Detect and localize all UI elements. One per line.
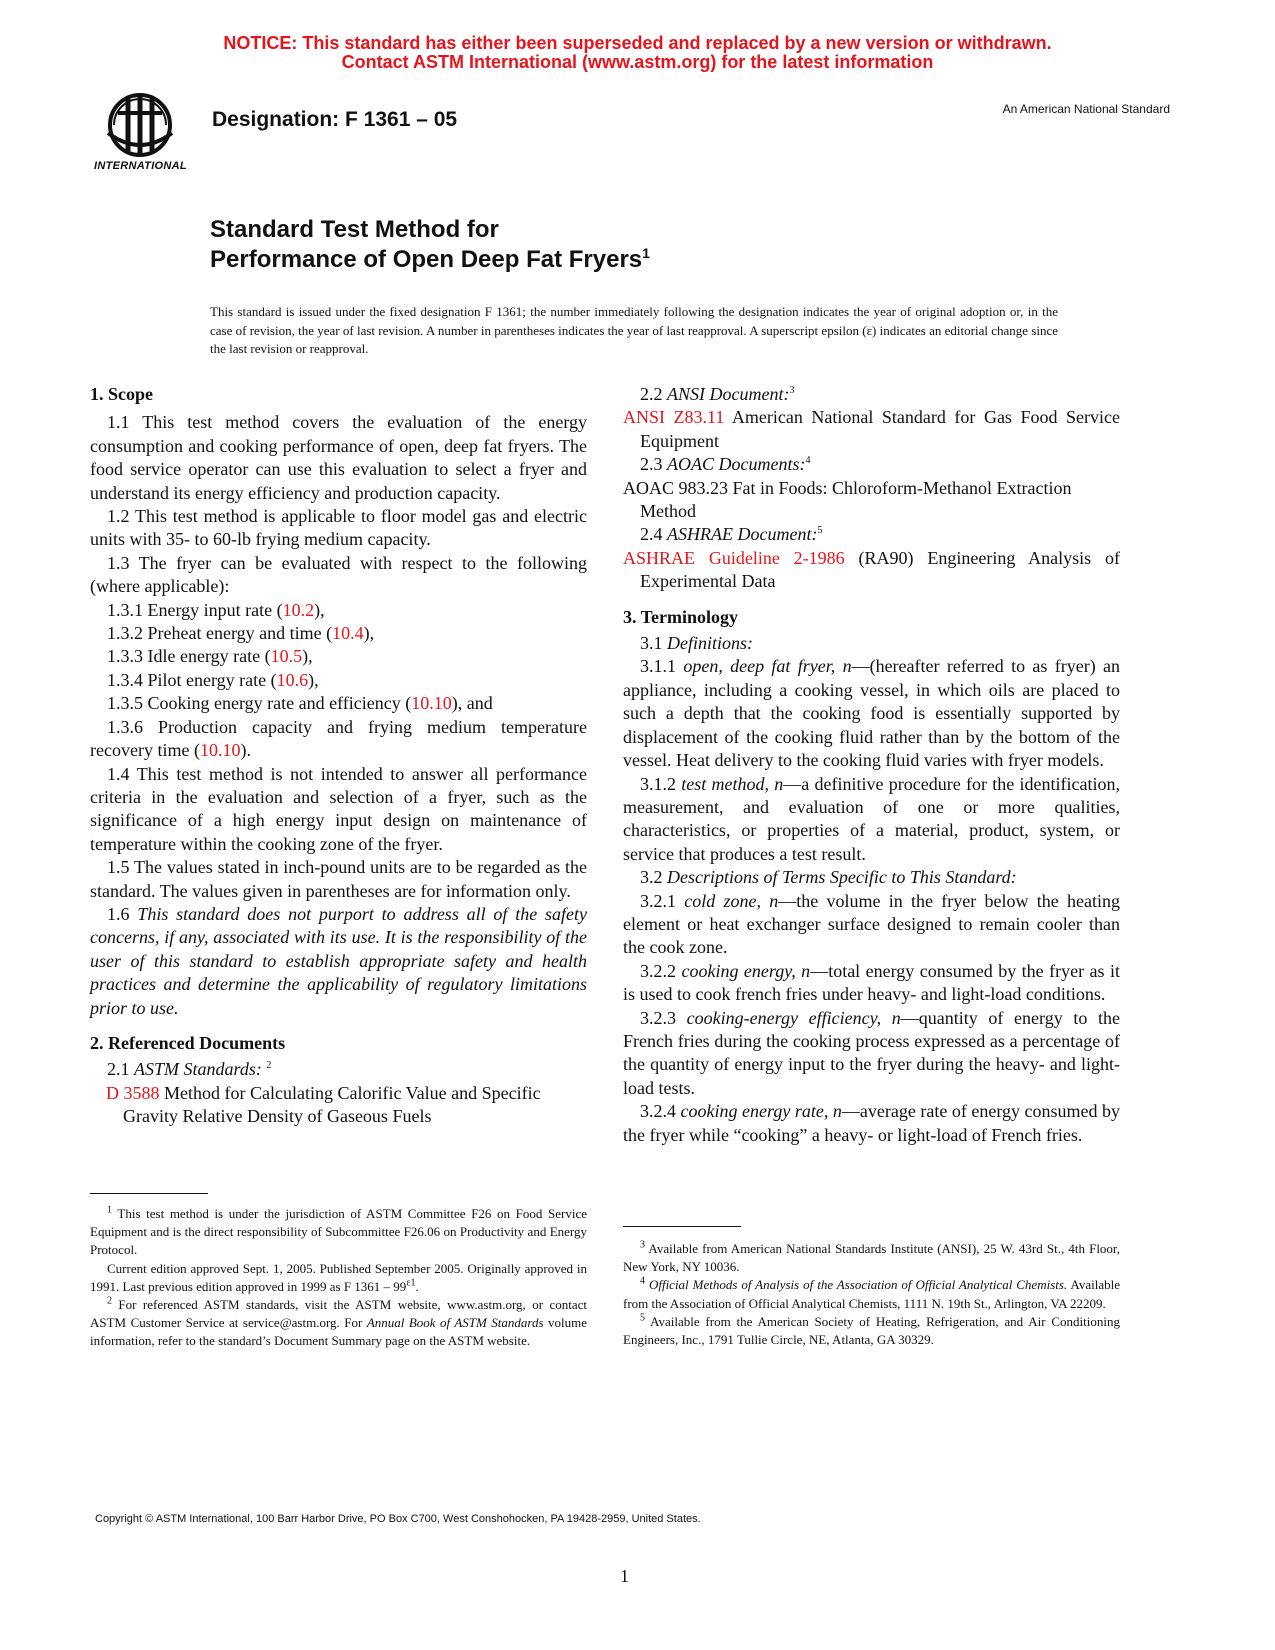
list-item: 1.3.4 Pilot energy rate (10.6),	[107, 669, 319, 690]
list-item: 1.3.1 Energy input rate (10.2),	[107, 599, 325, 620]
reference-aoac: AOAC 983.23 Fat in Foods: Chloroform-Methanol Extraction Method	[623, 477, 1072, 522]
para-2-3: 2.3 AOAC Documents:$^4$	[640, 454, 811, 475]
logo-text: INTERNATIONAL	[94, 160, 187, 172]
issuance-blurb: This standard is issued under the fixed designation F 1361; the number immediately following the designation indicates the year of original adoption or, in the case of revision, the year of last revision. A number in parentheses indicates the year of last reapproval. A superscript epsilon (ε) indicates an editorial change since the last revision or reapproval.	[210, 304, 1058, 356]
para-2-1: 2.1 ASTM Standards: $^2$	[107, 1059, 272, 1080]
definition-3-2-2: 3.2.2 cooking energy, n—total energy consumed by the fryer as it is used to cook french fries under heavy- and light-load conditions.	[623, 960, 1120, 1005]
national-standard-label: An American National Standard	[1002, 102, 1170, 116]
definition-3-1-1: 3.1.1 open, deep fat fryer, n—(hereafter referred to as fryer) an appliance, including a cooking vessel, in which oils are placed to such a depth that the cooking food is essentially supported by displacement of the cooking fluid rather than by the bottom of the vessel. Heat delivery to the cooking fluid varies with fryer models.	[623, 656, 1121, 771]
definition-3-1-2: 3.1.2 test method, n—a definitive procedure for the identification, measurement, and evaluation of one or more qualities, characteristics, or properties of a material, product, system, or service that produces a test result.	[623, 773, 1120, 864]
para-3-1: 3.1 Definitions:	[640, 633, 753, 654]
footnote-ref[interactable]: 3	[789, 385, 795, 396]
para-1-4: 1.4 This test method is not intended to answer all performance criteria in the evaluation and selection of a fryer, such as the significance of a high energy input design on maintenance of temperature within the cooking zone of the fryer.	[90, 763, 587, 854]
section-link[interactable]: 10.10	[411, 693, 452, 714]
definition-3-2-4: 3.2.4 cooking energy rate, n—average rate of energy consumed by the fryer while “cooking” a heavy- or light-load of French fries.	[623, 1101, 1121, 1145]
footnote-divider	[623, 1226, 741, 1227]
reference-link[interactable]: ANSI Z83.11	[623, 407, 725, 428]
page-number: 1	[620, 1566, 629, 1586]
right-column	[623, 383, 1120, 1147]
para-1-3: 1.3 The fryer can be evaluated with respect to the following (where applicable):	[90, 552, 587, 597]
footnote-ref[interactable]: 2	[266, 1060, 272, 1072]
para-1-1: 1.1 This test method covers the evaluation of the energy consumption and cooking performance of open, deep fat fryers. The food service operator can use this evaluation to select a fryer and understand its energy efficiency and production capacity.	[90, 412, 587, 503]
section-link[interactable]: 10.5	[270, 646, 303, 667]
para-3-2: 3.2 Descriptions of Terms Specific to This Standard:	[640, 867, 1017, 888]
title-line2: Performance of Open Deep Fat Fryers	[210, 246, 643, 273]
section-link[interactable]: 10.10	[199, 740, 241, 761]
definition-3-2-1: 3.2.1 cold zone, n—the volume in the fryer below the heating element or heat exchanger surface designed to remain cooler than the cook zone.	[623, 890, 1121, 958]
terminology-heading: 3. Terminology	[623, 606, 739, 627]
astm-logo	[88, 85, 198, 175]
para-2-2: 2.2 ANSI Document:$^3$	[640, 384, 795, 404]
copyright-footer: Copyright © ASTM International, 100 Barr Harbor Drive, PO Box C700, West Conshohocken, PA 19428-2959, United States.	[95, 1513, 701, 1525]
reference-ansi: ANSI Z83.11 American National Standard for Gas Food Service Equipment	[623, 407, 1120, 451]
section-link[interactable]: 10.2	[282, 599, 315, 620]
list-item: 1.3.5 Cooking energy rate and efficiency (10.10), and	[107, 693, 493, 714]
designation: Designation: F 1361 – 05	[212, 108, 458, 131]
para-1-3-6: 1.3.6 Production capacity and frying medium temperature recovery time (10.10).	[90, 716, 587, 761]
section-link[interactable]: 10.4	[332, 623, 364, 644]
withdrawal-notice-line2: Contact ASTM International (www.astm.org) for the latest information	[341, 52, 934, 72]
list-item: 1.3.3 Idle energy rate (10.5),	[107, 646, 313, 667]
reference-link[interactable]: D 3588	[106, 1082, 160, 1103]
left-footnotes: $^1$ This test method is under the jurisdiction of ASTM Committee F26 on Food Service Equipment and is the direct responsibility of Subcommittee F26.06 on Productivity and Energy Protocol. Current edition approved Sept. 1, 2005. Published September 2005. Originally approved in 1991. Last previous edition approved in 1999 as F $1361 - 99^{\varepsilon 1}$. $^2$ For referenced ASTM standards, visit the ASTM website, www.astm.org, or contact ASTM Customer Service at service@astm.org. For Annual Book of ASTM Standards volume information, refer to the standard’s Document Summary page on the ASTM website.	[90, 1204, 588, 1349]
list-item: 1.3.2 Preheat energy and time (10.4),	[107, 623, 375, 644]
definition-3-2-3: 3.2.3 cooking-energy efficiency, n—quantity of energy to the French fries during the cooking process expressed as a percentage of the quantity of energy input to the fryer during the heavy- and light-load tests.	[623, 1007, 1121, 1098]
document-title	[210, 215, 650, 275]
section-link[interactable]: 10.6	[276, 669, 309, 690]
para-2-4: 2.4 ASHRAE Document:$^5$	[640, 524, 823, 545]
reference-link[interactable]: ASHRAE Guideline 2-1986	[623, 547, 845, 568]
para-1-5: 1.5 The values stated in inch-pound units are to be regarded as the standard. The values given in parentheses are for information only.	[90, 857, 587, 901]
right-footnotes: $^3$ Available from American National Standards Institute (ANSI), 25 W. 43rd St., 4th Floor, New York, NY 10036. $^4$ Official Methods of Analysis of the Association of Official Analytical Chemists. Available from the Association of Official Analytical Chemists, 1111 N. 19th St., Arlington, VA 22209. $^5$ Available from the American Society of Heating, Refrigeration, and Air Conditioning Engineers, Inc., 1791 Tullie Circle, NE, Atlanta, GA 30329.	[623, 1239, 1120, 1348]
reference-ashrae: ASHRAE Guideline 2-1986 (RA90) Engineering Analysis of Experimental Data	[623, 547, 1121, 592]
withdrawal-notice-line1: NOTICE: This standard has either been superseded and replaced by a new version or withdrawn.	[223, 33, 1052, 53]
para-1-2: 1.2 This test method is applicable to floor model gas and electric units with 35- to 60-lb frying medium capacity.	[90, 506, 587, 550]
reference-d3588: D 3588 Method for Calculating Calorific Value and Specific Gravity Relative Density of Gaseous Fuels	[106, 1082, 541, 1127]
referenced-docs-heading: 2. Referenced Documents	[90, 1032, 286, 1053]
scope-heading: 1. Scope	[90, 384, 153, 404]
footnote-ref[interactable]: 5	[817, 525, 823, 537]
left-column	[90, 383, 587, 1129]
title-line1: Standard Test Method for	[210, 216, 499, 243]
footnote-divider	[90, 1193, 208, 1194]
para-1-6: 1.6 This standard does not purport to address all of the safety concerns, if any, associated with its use. It is the responsibility of the user of this standard to establish appropriate safety and health practices and determine the applicability of regulatory limitations prior to use.	[90, 903, 588, 1018]
title-footnote-ref[interactable]: 1	[642, 245, 650, 261]
footnote-ref[interactable]: 4	[805, 455, 811, 467]
